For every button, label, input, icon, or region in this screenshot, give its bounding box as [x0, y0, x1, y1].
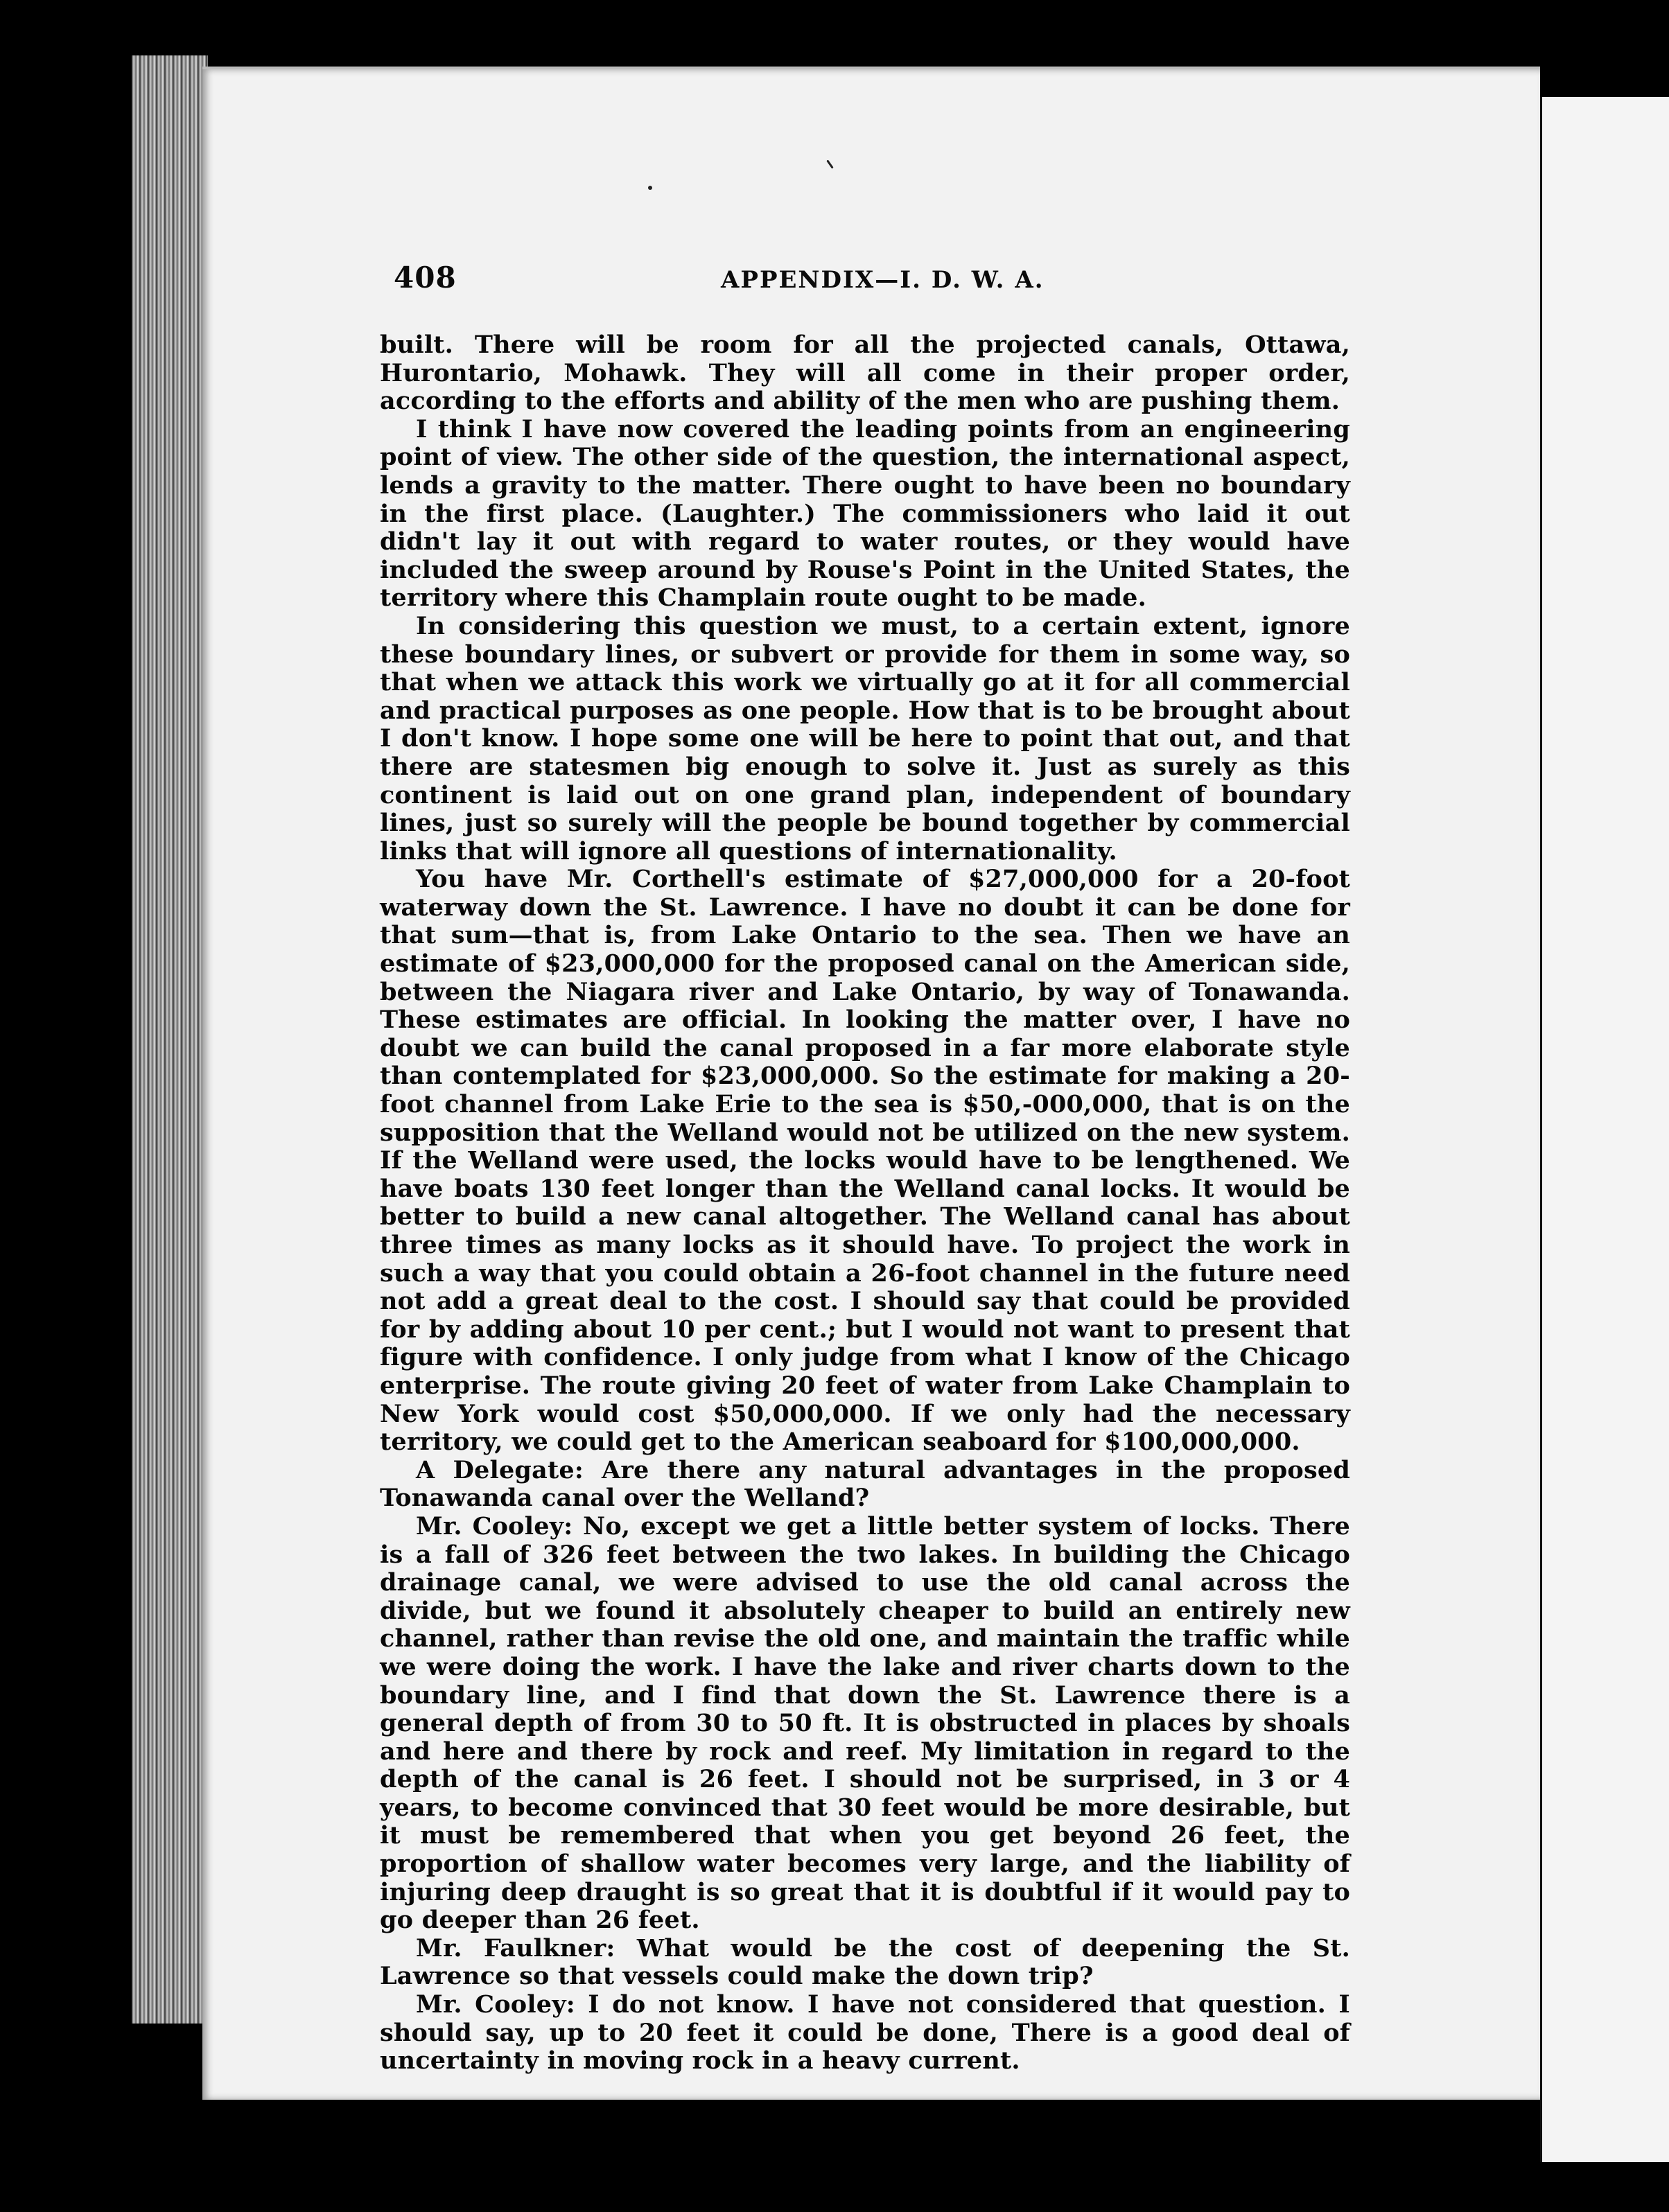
page-header	[394, 261, 1364, 309]
next-page-sliver	[1542, 97, 1669, 2162]
paragraph: You have Mr. Corthell's estimate of $27,000,000 for a 20-foot waterway down the St. Lawrence. I have no doubt it can be done for that sum—that is, from Lake Ontario to the sea. Then we have an estimate of $23,000,000 for the proposed canal on the American side, between the Niagara river and Lake Ontario, by way of Tonawanda. These estimates are official. In looking the matter over, I have no doubt we can build the canal proposed in a far more elaborate style than contemplated for $23,000,000. So the estimate for making a 20-foot channel from Lake Erie to the sea is $50,-000,000, that is on the supposition that the Welland would not be utilized on the new system. If the Welland were used, the locks would have to be lengthened. We have boats 130 feet longer than the Welland canal locks. It would be better to build a new canal altogether. The Welland canal has about three times as many locks as it should have. To project the work in such a way that you could obtain a 26-foot channel in the future need not add a great deal to the cost. I should say that could be provided for by adding about 10 per cent.; but I would not want to present that figure with confidence. I only judge from what I know of the Chicago enterprise. The route giving 20 feet of water from Lake Champlain to New York would cost $50,000,000. If we only had the necessary territory, we could get to the American seaboard for $100,000,000.	[380, 865, 1350, 1457]
book-page-edges	[132, 55, 208, 2024]
ink-speck	[648, 186, 652, 190]
body-text	[380, 331, 1350, 2075]
paragraph: built. There will be room for all the projected canals, Ottawa, Hurontario, Mohawk. They will all come in their proper order, according to the efforts and ability of the men who are pushing them.	[380, 331, 1350, 416]
running-head: APPENDIX—I. D. W. A.	[721, 266, 1045, 294]
paragraph: In considering this question we must, to a certain extent, ignore these boundary lines, or subvert or provide for them in some way, so that when we attack this work we virtually go at it for all commercial and practical purposes as one people. How that is to be brought about I don't know. I hope some one will be here to point that out, and that there are statesmen big enough to solve it. Just as surely as this continent is laid out on one grand plan, independent of boundary lines, just so surely will the people be bound together by commercial links that will ignore all questions of internationality.	[380, 611, 1350, 866]
paragraph: Mr. Faulkner: What would be the cost of deepening the St. Lawrence so that vessels could make the down trip?	[380, 1933, 1350, 1991]
page-number: 408	[394, 261, 457, 295]
paragraph: Mr. Cooley: No, except we get a little better system of locks. There is a fall of 326 feet between the two lakes. In building the Chicago drainage canal, we were advised to use the old canal across the divide, but we found it absolutely cheaper to build an entirely new channel, rather than revise the old one, and maintain the traffic while we were doing the work. I have the lake and river charts down to the boundary line, and I find that down the St. Lawrence there is a general depth of from 30 to 50 ft. It is obstructed in places by shoals and here and there by rock and reef. My limitation in regard to the depth of the canal is 26 feet. I should not be surprised, in 3 or 4 years, to become convinced that 30 feet would be more desirable, but it must be remembered that when you get beyond 26 feet, the proportion of shallow water becomes very large, and the liability of injuring deep draught is so great that it is doubtful if it would pay to go deeper than 26 feet.	[380, 1511, 1350, 1935]
paragraph: A Delegate: Are there any natural advantages in the proposed Tonawanda canal over the Welland?	[380, 1455, 1350, 1513]
paragraph: Mr. Cooley: I do not know. I have not considered that question. I should say, up to 20 feet it could be done, There is a good deal of uncertainty in moving rock in a heavy current.	[380, 1990, 1350, 2075]
paragraph: I think I have now covered the leading points from an engineering point of view. The other side of the question, the international aspect, lends a gravity to the matter. There ought to have been no boundary in the first place. (Laughter.) The commissioners who laid it out didn't lay it out with regard to water routes, or they would have included the sweep around by Rouse's Point in the United States, the territory where this Champlain route ought to be made.	[380, 414, 1350, 613]
